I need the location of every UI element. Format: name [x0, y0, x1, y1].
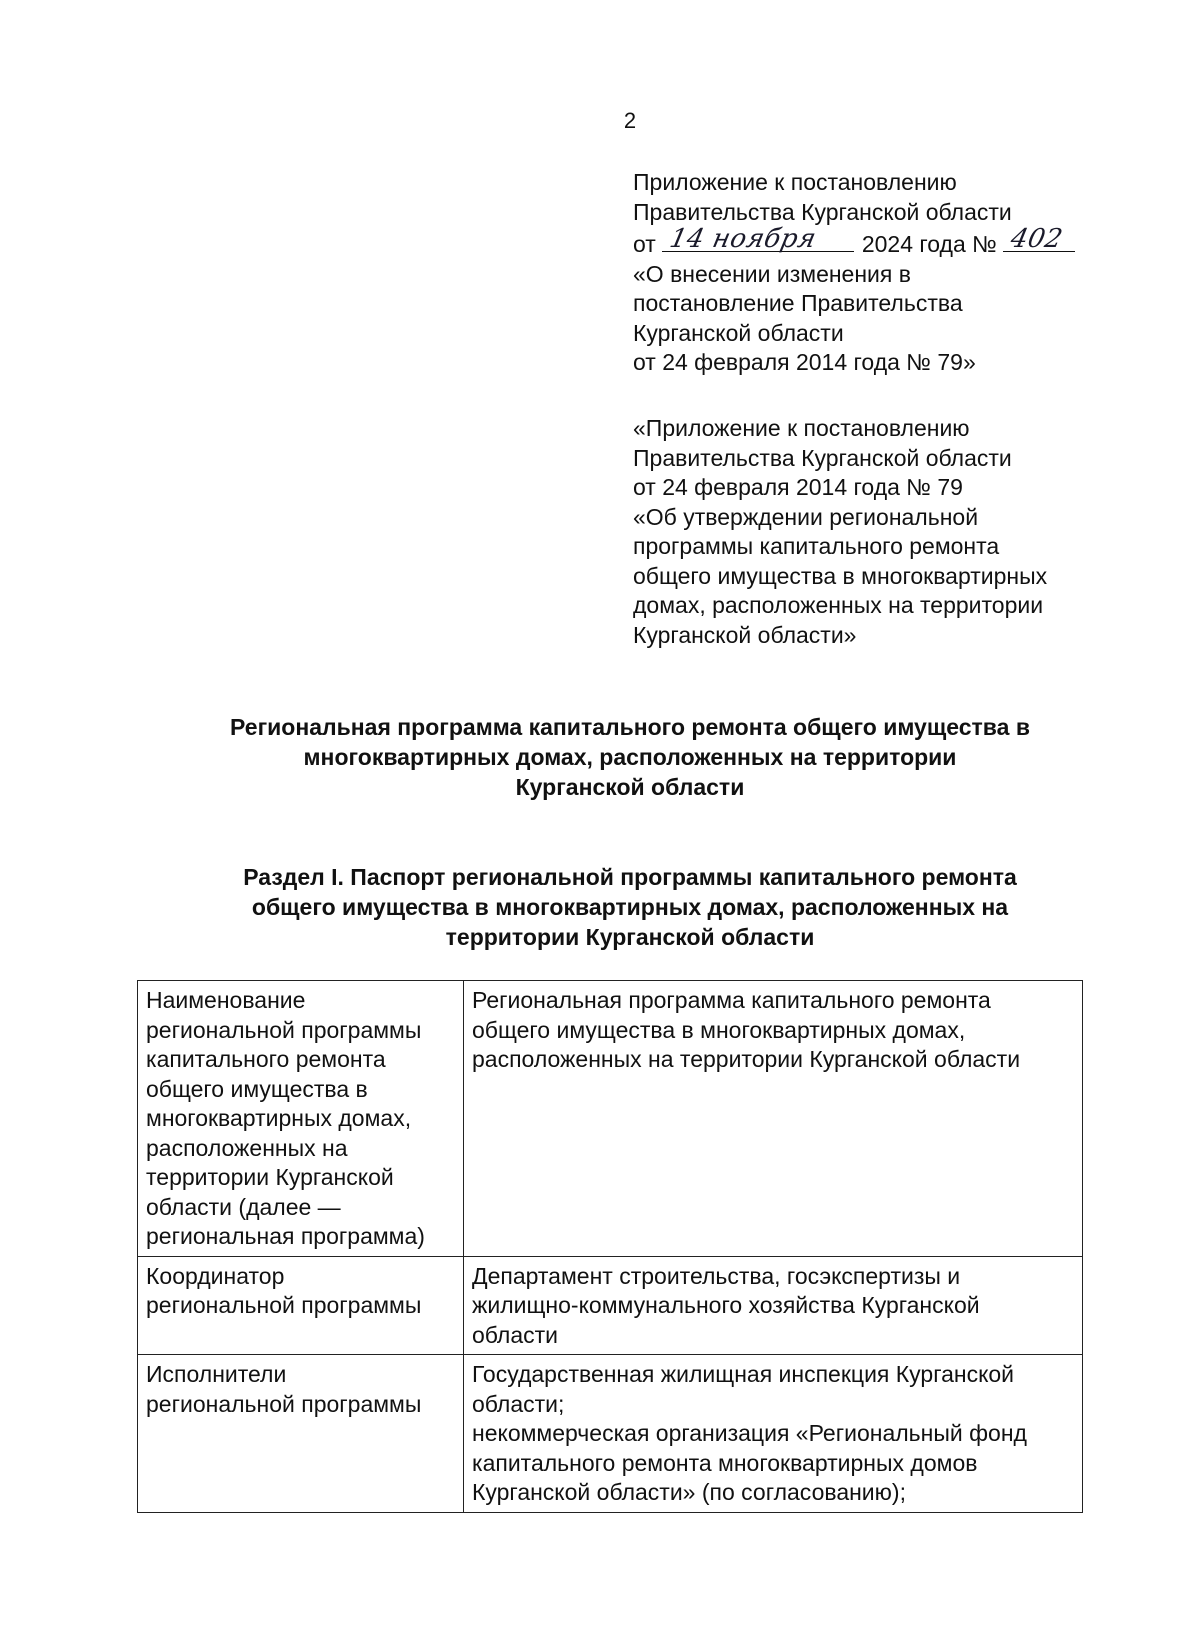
cell-line: общего имущества в многоквартирных домах, — [472, 1016, 966, 1043]
appendix-line: от 24 февраля 2014 года № 79» — [633, 349, 976, 375]
cell-line: региональной программы — [146, 1292, 422, 1318]
page-number: 2 — [623, 108, 637, 133]
title-line: Курганской области — [515, 774, 745, 800]
cell-line: Наименование — [146, 987, 306, 1013]
appendix-line: программы капитального ремонта — [633, 533, 1000, 559]
appendix-line: Правительства Курганской области — [633, 198, 1012, 225]
appendix-date-line — [633, 223, 1153, 260]
row-value-cell — [464, 1355, 1083, 1513]
handwritten-date-field — [662, 223, 854, 254]
cell-line: расположенных на территории Курганской области — [472, 1046, 1021, 1072]
section-title — [0, 862, 1200, 952]
row-label-cell — [138, 1355, 464, 1513]
appendix-block-amendment — [633, 168, 1153, 378]
title-line: Региональная программа капитального ремонта общего имущества в — [230, 714, 1030, 740]
handwritten-number: 402 — [1007, 223, 1066, 254]
document-title — [0, 712, 1200, 802]
appendix-line: Курганской области» — [633, 621, 857, 648]
handwritten-number-field — [1003, 223, 1075, 254]
title-line: многоквартирных домах, расположенных на территории — [303, 744, 957, 770]
cell-line: региональной программы — [146, 1390, 422, 1417]
appendix-line: Курганской области — [633, 319, 844, 346]
cell-line: Региональная программа капитального ремонта — [472, 987, 991, 1013]
section-title-line: территории Курганской области — [445, 924, 815, 950]
cell-line: Исполнители — [146, 1361, 287, 1387]
row-label-cell — [138, 981, 464, 1257]
table-row — [138, 981, 1083, 1257]
section-title-line: Раздел I. Паспорт региональной программы капитального ремонта — [243, 864, 1017, 890]
cell-line: многоквартирных домах, — [146, 1105, 412, 1131]
section-title-line: общего имущества в многоквартирных домах, расположенных на — [251, 894, 1009, 920]
appendix-line: «Об утверждении региональной — [633, 503, 979, 530]
date-prefix: от — [633, 231, 656, 257]
appendix-line: постановление Правительства — [633, 290, 963, 316]
appendix-line: «Приложение к постановлению — [633, 415, 970, 441]
row-value-cell — [464, 1256, 1083, 1355]
row-label-cell — [138, 1256, 464, 1355]
cell-line: капитального ремонта многоквартирных домов — [472, 1449, 978, 1476]
row-value-cell — [464, 981, 1083, 1257]
cell-line: региональной программы — [146, 1016, 422, 1043]
appendix-line: домах, расположенных на территории — [633, 592, 1044, 618]
cell-line: расположенных на — [146, 1134, 348, 1161]
cell-line: региональная программа) — [146, 1223, 425, 1249]
appendix-line: Приложение к постановлению — [633, 169, 957, 195]
passport-table — [137, 980, 1083, 1513]
cell-line: Координатор — [146, 1262, 285, 1289]
appendix-line: Правительства Курганской области — [633, 444, 1012, 471]
cell-line: Государственная жилищная инспекция Курганской — [472, 1361, 1015, 1387]
table-row — [138, 1355, 1083, 1513]
cell-line: территории Курганской — [146, 1164, 394, 1190]
cell-line: общего имущества в — [146, 1075, 368, 1102]
table-row — [138, 1256, 1083, 1355]
handwritten-date: 14 ноября — [666, 223, 819, 254]
cell-line: Департамент строительства, госэкспертизы и — [472, 1262, 961, 1289]
cell-line: некоммерческая организация «Региональный фонд — [472, 1420, 1027, 1446]
appendix-line: общего имущества в многоквартирных — [633, 562, 1048, 589]
cell-line: жилищно-коммунального хозяйства Курганской — [472, 1292, 980, 1318]
appendix-line: «О внесении изменения в — [633, 260, 911, 287]
cell-line: капитального ремонта — [146, 1046, 386, 1072]
cell-line: области (далее — — [146, 1193, 341, 1220]
cell-line: области — [472, 1321, 559, 1348]
appendix-block-original — [633, 414, 1153, 650]
cell-line: области; — [472, 1390, 565, 1417]
date-year: 2024 года № — [861, 231, 997, 257]
appendix-line: от 24 февраля 2014 года № 79 — [633, 474, 963, 500]
cell-line: Курганской области» (по согласованию); — [472, 1479, 906, 1505]
